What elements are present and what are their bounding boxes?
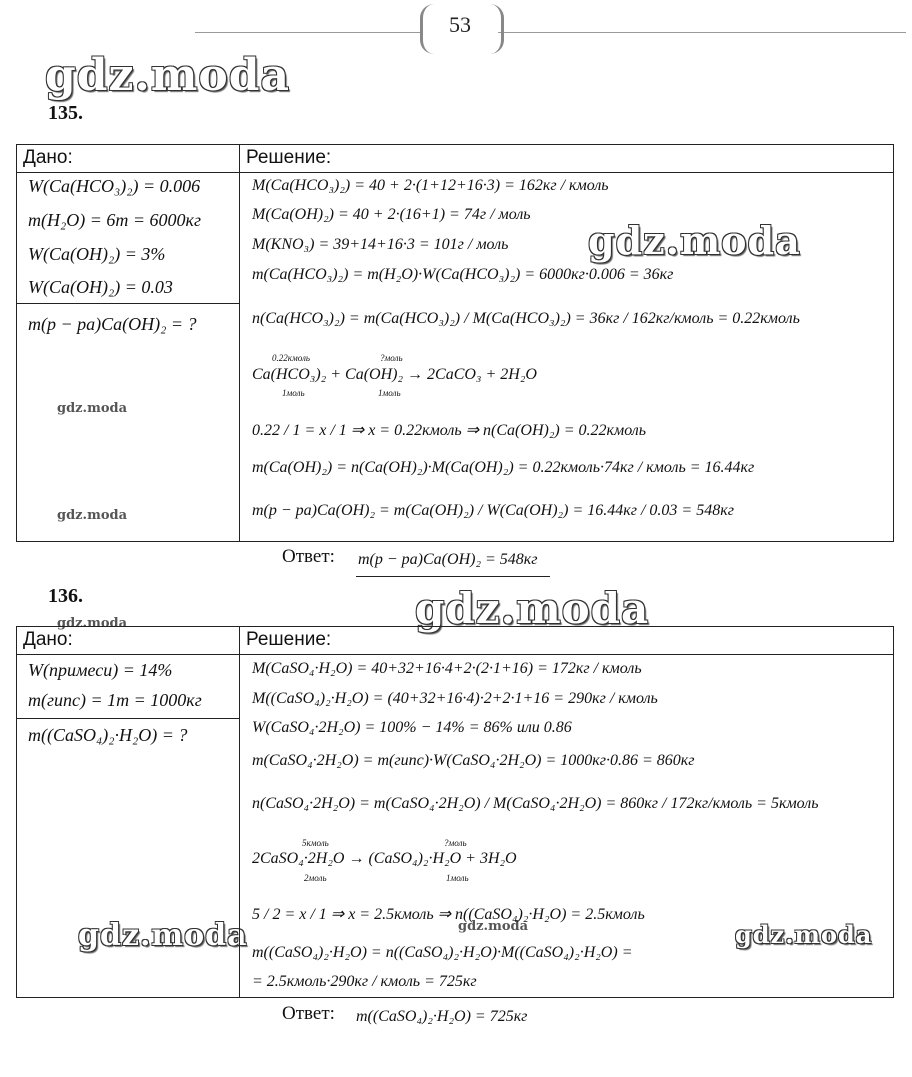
- header-rule-left: [195, 32, 420, 33]
- solution-line: m(p − pa)Ca(OH)₂ = m(Ca(OH)₂) / W(Ca(OH)₂) = 16.44кг / 0.03 = 548кг: [252, 502, 734, 519]
- problem-135-table: [16, 144, 894, 542]
- solution-cell: [240, 173, 894, 542]
- reaction-equation: 2CaSO₄·2H₂O → (CaSO₄)₂·H₂O + 3H₂O: [252, 850, 517, 867]
- solution-line: m(CaSO₄·2H₂O) = m(гипс)·W(CaSO₄·2H₂O) = 1000кг·0.86 = 860кг: [252, 752, 695, 769]
- solution-line: 5 / 2 = x / 1 ⇒ x = 2.5кмоль ⇒ n((CaSO₄)₂·H₂O) = 2.5кмоль: [252, 906, 645, 923]
- watermark: gdz.moda: [57, 508, 128, 523]
- solution-line: 0.22 / 1 = x / 1 ⇒ x = 0.22кмоль ⇒ n(Ca(OH)₂) = 0.22кмоль: [252, 422, 647, 439]
- watermark: gdz.moda: [57, 616, 128, 631]
- eq-label: 2моль: [304, 873, 327, 883]
- answer-value: m((CaSO₄)₂·H₂O) = 725кг: [356, 1008, 528, 1025]
- eq-label: 0.22кмоль: [272, 353, 310, 363]
- solution-line: M((CaSO₄)₂·H₂O) = (40+32+16·4)·2+2·1+16 = 290кг / кмоль: [252, 690, 658, 707]
- watermark: gdz.moda: [458, 919, 529, 934]
- reaction-equation: Ca(HCO₃)₂ + Ca(OH)₂ → 2CaCO₃ + 2H₂O: [252, 366, 537, 383]
- watermark: gdz.moda: [735, 920, 873, 949]
- find-line: m(p − pa)Ca(OH)₂ = ?: [28, 314, 197, 334]
- given-header: Дано:: [23, 629, 73, 650]
- solution-line: n(CaSO₄·2H₂O) = m(CaSO₄·2H₂O) / M(CaSO₄·2H₂O) = 860кг / 172кг/кмоль = 5кмоль: [252, 795, 819, 812]
- watermark: gdz.moda: [415, 584, 650, 633]
- find-line: m((CaSO₄)₂·H₂O) = ?: [28, 725, 188, 745]
- given-line: W(Ca(HCO₃)₂) = 0.006: [28, 176, 201, 196]
- solution-line: M(Ca(HCO₃)₂) = 40 + 2·(1+12+16·3) = 162кг / кмоль: [252, 177, 609, 194]
- solution-line: = 2.5кмоль·290кг / кмоль = 725кг: [252, 973, 477, 990]
- solution-line: M(KNO₃) = 39+14+16·3 = 101г / моль: [252, 236, 509, 253]
- answer-label: Ответ:: [282, 1003, 335, 1024]
- eq-label: ?моль: [444, 838, 467, 848]
- solution-line: m((CaSO₄)₂·H₂O) = n((CaSO₄)₂·H₂O)·M((CaSO₄)₂·H₂O) =: [252, 944, 633, 961]
- solution-line: W(CaSO₄·2H₂O) = 100% − 14% = 86% или 0.86: [252, 719, 572, 736]
- answer-label: Ответ:: [282, 546, 335, 567]
- answer-value: m(p − pa)Ca(OH)₂ = 548кг: [358, 551, 538, 568]
- given-line: m(H₂O) = 6т = 6000кг: [28, 210, 201, 230]
- given-line: W(Ca(OH)₂) = 3%: [28, 244, 166, 264]
- eq-label: 1моль: [282, 388, 305, 398]
- given-divider: [16, 718, 239, 719]
- given-divider: [16, 303, 239, 304]
- eq-label: 1моль: [378, 388, 401, 398]
- eq-label: ?моль: [380, 353, 403, 363]
- watermark: gdz.moda: [78, 918, 248, 953]
- eq-label: 5кмоль: [302, 838, 329, 848]
- header-rule-right: [498, 32, 906, 33]
- watermark: gdz.moda: [57, 401, 128, 416]
- problem-number: 136.: [48, 585, 83, 607]
- solution-header: Решение:: [246, 147, 332, 168]
- solution-line: n(Ca(HCO₃)₂) = m(Ca(HCO₃)₂) / M(Ca(HCO₃)₂) = 36кг / 162кг/кмоль = 0.22кмоль: [252, 310, 800, 327]
- answer-underline: [356, 576, 550, 577]
- given-line: W(Ca(OH)₂) = 0.03: [28, 277, 173, 297]
- solution-header: Решение:: [246, 629, 332, 650]
- solution-line: M(CaSO₄·H₂O) = 40+32+16·4+2·(2·1+16) = 172кг / кмоль: [252, 660, 642, 677]
- solution-line: M(Ca(OH)₂) = 40 + 2·(16+1) = 74г / моль: [252, 206, 531, 223]
- given-line: m(гипс) = 1т = 1000кг: [28, 690, 202, 710]
- solution-line: m(Ca(OH)₂) = n(Ca(OH)₂)·M(Ca(OH)₂) = 0.22кмоль·74кг / кмоль = 16.44кг: [252, 459, 755, 476]
- eq-label: 1моль: [446, 873, 469, 883]
- given-line: W(примеси) = 14%: [28, 660, 173, 680]
- watermark: gdz.moda: [588, 218, 801, 263]
- problem-number: 135.: [48, 102, 83, 124]
- watermark: gdz.moda: [45, 50, 291, 101]
- solution-line: m(Ca(HCO₃)₂) = m(H₂O)·W(Ca(HCO₃)₂) = 6000кг·0.006 = 36кг: [252, 266, 674, 283]
- given-header: Дано:: [23, 147, 73, 168]
- page-number: 53: [449, 12, 471, 37]
